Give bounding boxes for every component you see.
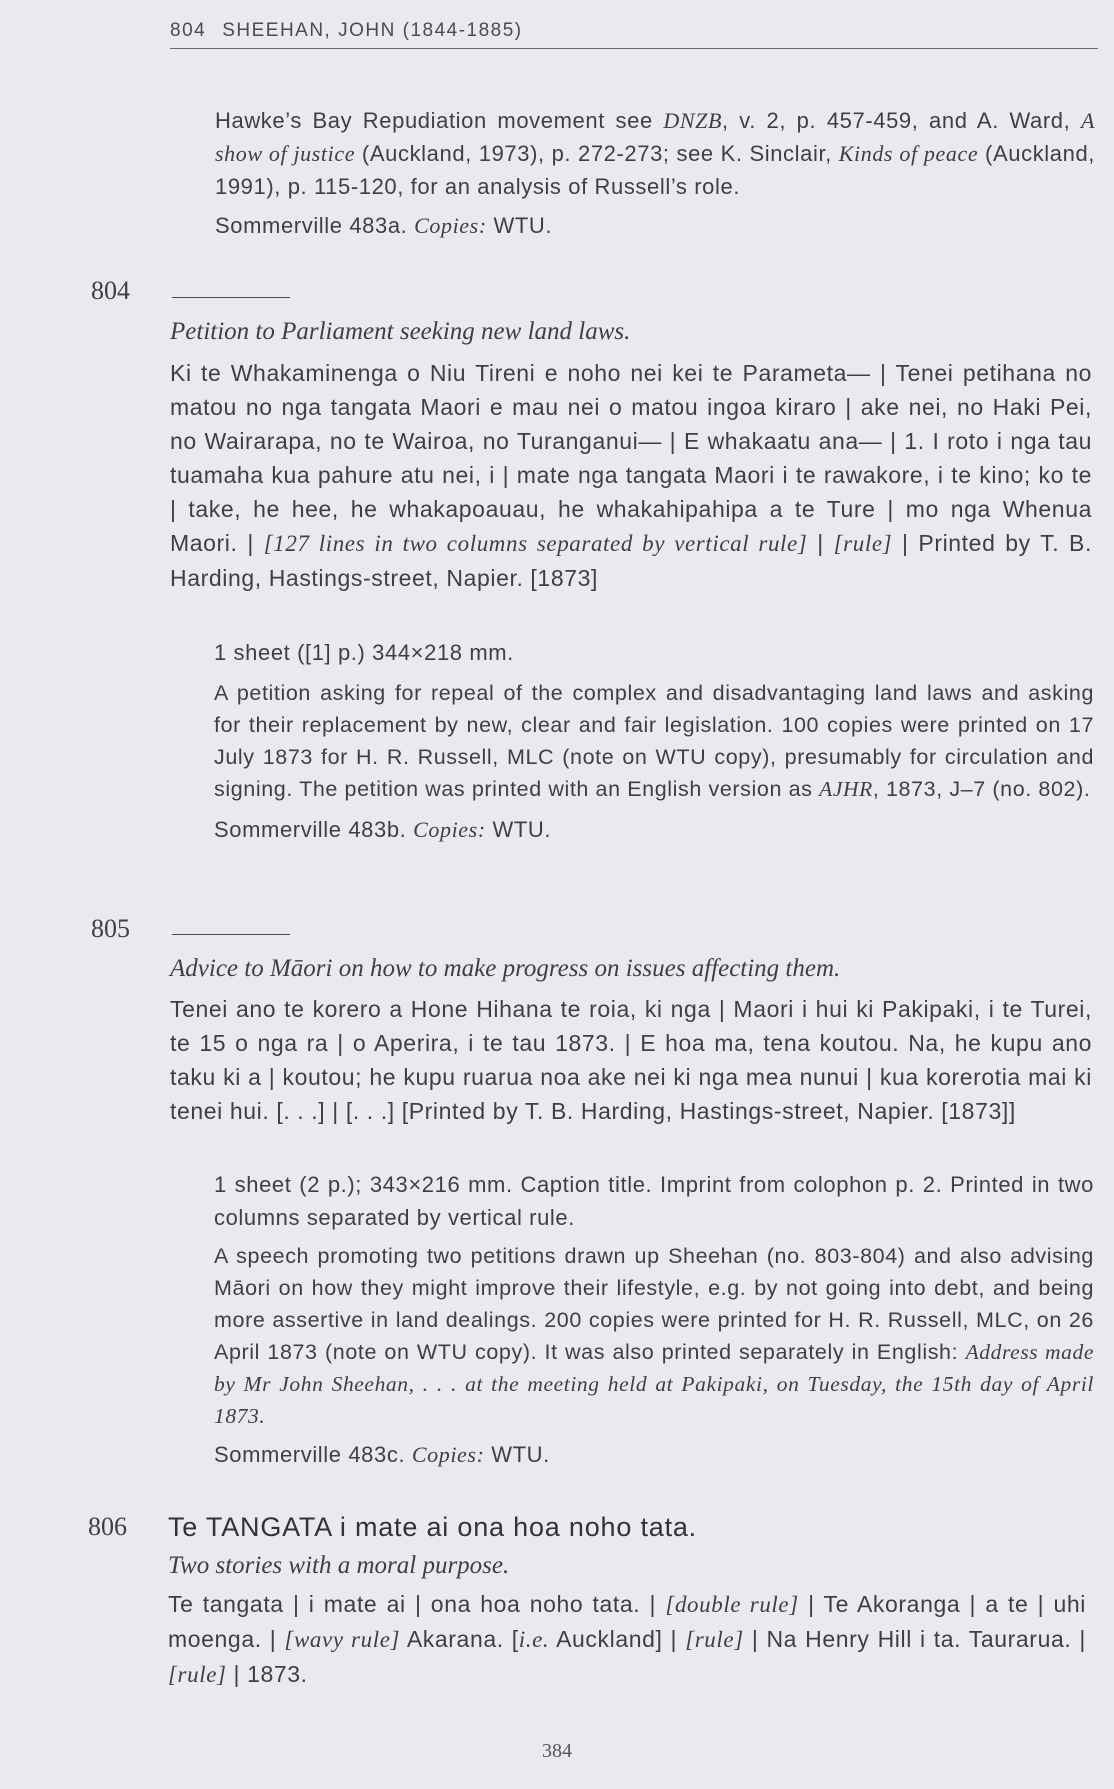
continuation-note bbox=[215, 104, 1095, 242]
text-run: Te tangata | i mate ai | ona hoa noho tata. | bbox=[168, 1591, 666, 1617]
continuation-paragraph bbox=[215, 104, 1095, 203]
entry-805-title: Advice to Māori on how to make progress on issues affecting them. bbox=[170, 955, 841, 982]
entry-806-title: Te TANGATA i mate ai ona hoa noho tata. bbox=[168, 1512, 697, 1542]
entry-805-description bbox=[214, 1240, 1094, 1432]
italic-run: [double rule] bbox=[665, 1592, 799, 1617]
entry-805-reference bbox=[214, 1438, 1094, 1471]
transcription-paragraph bbox=[170, 356, 1092, 595]
text-run: | 1873. bbox=[226, 1661, 308, 1687]
italic-run: A show of justice bbox=[215, 108, 1095, 166]
footer-page-number: 384 bbox=[542, 1740, 572, 1762]
entry-806-subtitle: Two stories with a moral purpose. bbox=[168, 1552, 510, 1579]
text-run: | Printed by T. B. Harding, Hastings-street, Napier. [1873] bbox=[170, 530, 1092, 591]
italic-run: [wavy rule] bbox=[284, 1627, 401, 1652]
text-run: Sommerville 483a. bbox=[215, 213, 415, 238]
entry-number-805: 805 bbox=[91, 914, 130, 943]
italic-run: [127 lines in two columns separated by vertical rule] bbox=[263, 531, 808, 556]
entry-804-transcription bbox=[170, 356, 1092, 595]
text-run: A petition asking for repeal of the complex and disadvantaging land laws and asking for their replacement by new, clear and fair legislation. 100 copies were printed on 17 July 1873 for H. R. Russell, MLC (note on WTU copy), presumably for circulation and signing. The petition was printed with an English version as bbox=[214, 681, 1094, 801]
italic-run: [rule] bbox=[685, 1627, 744, 1652]
text-run: WTU. bbox=[486, 213, 553, 238]
text-run: Akarana. [ bbox=[400, 1626, 519, 1652]
italic-run: AJHR bbox=[819, 777, 873, 801]
italic-run: i.e. bbox=[518, 1627, 550, 1652]
text-run: , 1873, J–7 (no. 802). bbox=[872, 777, 1091, 801]
text-run: Hawke’s Bay Repudiation movement see bbox=[215, 108, 664, 133]
entry-804-collation: 1 sheet ([1] p.) 344×218 mm. bbox=[214, 640, 514, 665]
entry-804-notes bbox=[214, 636, 1094, 846]
text-run: Sommerville 483c. bbox=[214, 1442, 412, 1467]
author-dash bbox=[172, 934, 290, 935]
entry-805-collation: 1 sheet (2 p.); 343×216 mm. Caption title. Imprint from colophon p. 2. Printed in two columns separated by vertical rule. bbox=[214, 1172, 1094, 1230]
entry-804-reference bbox=[214, 813, 1094, 846]
text-run: WTU. bbox=[484, 1442, 550, 1467]
running-header bbox=[170, 20, 1098, 49]
italic-run: DNZB bbox=[663, 108, 722, 133]
italic-run: [rule] bbox=[833, 531, 893, 556]
text-run: , v. 2, p. 457-459, and A. Ward, bbox=[722, 108, 1081, 133]
header-running-title: SHEEHAN, JOHN (1844-1885) bbox=[222, 20, 523, 41]
italic-run: [rule] bbox=[168, 1662, 227, 1687]
entry-number-804: 804 bbox=[91, 276, 130, 305]
entry-805-transcription bbox=[170, 992, 1092, 1128]
italic-run: Copies: bbox=[414, 213, 487, 238]
transcription-paragraph: Tenei ano te korero a Hone Hihana te roia, ki nga | Maori i hui ki Pakipaki, i te Turei, te 15 o nga ra | o Aperira, i te tau 1873. | E hoa ma, tena koutou. Na, he kupu ano taku ki a | koutou; he kupu ruarua noa ake nei ki nga mea nunui | kua korerotia mai ki tenei hui. [. . .] | [. . .] [Printed by T. B. Harding, Hastings-street, Napier. [1873]] bbox=[170, 996, 1092, 1124]
transcription-paragraph bbox=[168, 1587, 1086, 1692]
entry-number-806: 806 bbox=[88, 1512, 127, 1541]
text-run: | Te Akoranga | a te | uhi moenga. | bbox=[168, 1591, 1087, 1652]
author-dash bbox=[172, 297, 290, 298]
text-run: Ki te Whakaminenga o Niu Tireni e noho nei kei te Parameta— | Tenei petihana no matou no nga tangata Maori e mau nei o matou ingoa kiraro | ake nei, no Haki Pei, no Wairarapa, no te Wairoa, no Turanganui— | E whakaatu ana— | 1. I roto i nga tau tuamaha kua pahure atu nei, i | mate nga tangata Maori i te rawakore, i te kino; ko te | take, he hee, he whakapoauau, he whakahipahipa a te Ture | mo nga Whenua Maori. | bbox=[170, 360, 1092, 556]
text-run: WTU. bbox=[485, 817, 552, 842]
entry-804-description bbox=[214, 677, 1094, 805]
continuation-reference bbox=[215, 209, 1095, 242]
italic-run: Copies: bbox=[413, 817, 486, 842]
entry-805-notes bbox=[214, 1168, 1094, 1471]
italic-run: Address made by Mr John Sheehan, . . . at the meeting held at Pakipaki, on Tuesday, the 15th day of April 1873. bbox=[214, 1340, 1095, 1428]
text-run: (Auckland, 1973), p. 272-273; see K. Sinclair, bbox=[355, 141, 839, 166]
text-run: (Auckland, 1991), p. 115-120, for an analysis of Russell’s role. bbox=[215, 141, 1096, 199]
entry-806-transcription bbox=[168, 1587, 1086, 1692]
entry-804-title: Petition to Parliament seeking new land laws. bbox=[170, 318, 631, 345]
text-run: | bbox=[807, 530, 834, 556]
text-run: A speech promoting two petitions drawn up Sheehan (no. 803-804) and also advising Māori on how they might improve their lifestyle, e.g. by not going into debt, and being more assertive in land dealings. 200 copies were printed for H. R. Russell, MLC, on 26 April 1873 (note on WTU copy). It was also printed separately in English: bbox=[214, 1244, 1094, 1364]
text-run: Auckland] | bbox=[549, 1626, 686, 1652]
text-run: | Na Henry Hill i ta. Taurarua. | bbox=[743, 1626, 1086, 1652]
italic-run: Copies: bbox=[411, 1442, 485, 1467]
text-run: Sommerville 483b. bbox=[214, 817, 414, 842]
header-page-number: 804 bbox=[170, 20, 207, 41]
italic-run: Kinds of peace bbox=[838, 141, 979, 166]
